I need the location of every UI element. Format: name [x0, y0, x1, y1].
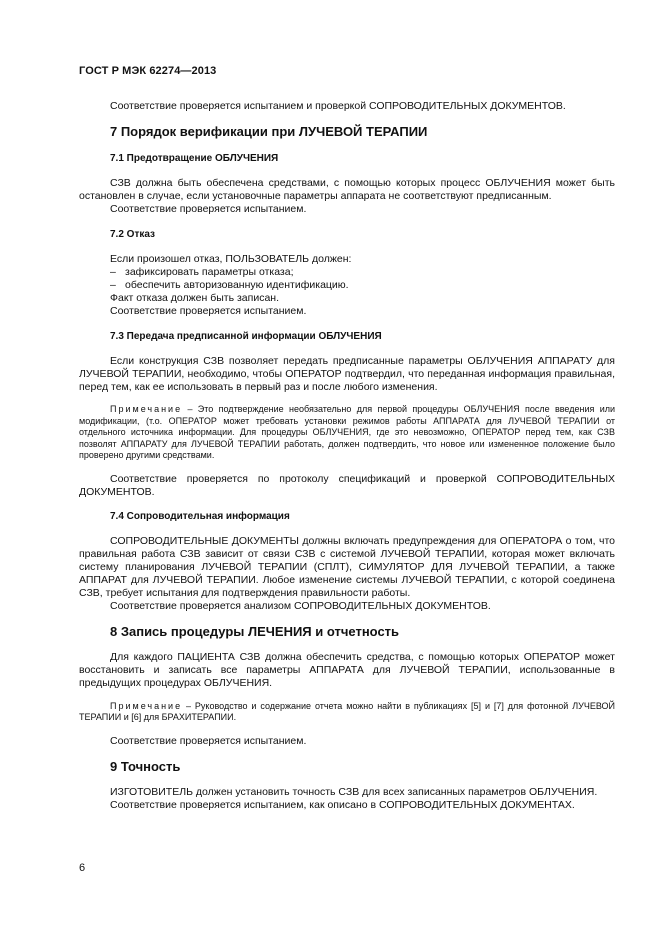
section-7-1-paragraph: СЗВ должна быть обеспечена средствами, с помощью которых процесс ОБЛУЧЕНИЯ может быть остановлен в случае, если установочные параметры аппарата не соответствуют предписанным.	[79, 177, 615, 202]
standard-header: ГОСТ Р МЭК 62274—2013	[79, 65, 217, 77]
note-text: – Это подтверждение необязательно для первой процедуры ОБЛУЧЕНИЯ после введения или модификации, (т.о. ОПЕРАТОР может требовать установки режимов работы АППАРАТА для ЛУЧЕВОЙ ТЕРАПИИ от отдельного источника информации. Для процедуры ОБЛУЧЕНИЯ, где это невозможно, ОПЕРАТОР перед тем, как СЗВ позволят АППАРАТУ для ЛУЧЕВОЙ ТЕРАПИИ работать, должен подтвердить, что новое или измененное положение было проверено другими средствами.	[79, 404, 615, 460]
list-item-text: зафиксировать параметры отказа;	[125, 266, 294, 278]
list-dash: –	[110, 266, 116, 278]
note-label: Примечание	[110, 700, 183, 711]
section-7-1-compliance: Соответствие проверяется испытанием.	[110, 203, 307, 215]
section-7-1-heading: 7.1 Предотвращение ОБЛУЧЕНИЯ	[110, 153, 279, 164]
list-item	[110, 279, 615, 292]
section-7-2-heading: 7.2 Отказ	[110, 229, 156, 240]
list-item	[110, 266, 615, 279]
section-7-4-paragraph: СОПРОВОДИТЕЛЬНЫЕ ДОКУМЕНТЫ должны включать предупреждения для ОПЕРАТОРА о том, что правильная работа СЗВ зависит от связи СЗВ с системой ЛУЧЕВОЙ ТЕРАПИИ, которая может включать систему планирования ЛУЧЕВОЙ ТЕРАПИИ (СПЛТ), СИМУЛЯТОР ДЛЯ ЛУЧЕВОЙ ТЕРАПИИ, а также АППАРАТ для ЛУЧЕВОЙ ТЕРАПИИ. Любое изменение системы ЛУЧЕВОЙ ТЕРАПИИ, с которой соединена СЗВ, требует испытания для подтверждения правильности работы.	[79, 534, 615, 599]
section-7-2-compliance: Соответствие проверяется испытанием.	[110, 305, 307, 317]
page-number: 6	[79, 862, 86, 874]
note-text: – Руководство и содержание отчета можно найти в публикациях [5] и [7] для фотонной ЛУЧЕВОЙ ТЕРАПИИ и [6] для БРАХИТЕРАПИИ.	[79, 700, 615, 722]
section-7-2-paragraph: Если произошел отказ, ПОЛЬЗОВАТЕЛЬ должен:	[110, 253, 352, 265]
page-content	[79, 98, 615, 812]
section-7-heading: 7 Порядок верификации при ЛУЧЕВОЙ ТЕРАПИИ	[110, 124, 428, 139]
section-7-2-record: Факт отказа должен быть записан.	[110, 292, 280, 304]
section-7-3-paragraph: Если конструкция СЗВ позволяет передать предписанные параметры ОБЛУЧЕНИЯ АППАРАТУ для ЛУЧЕВОЙ ТЕРАПИИ, необходимо, чтобы ОПЕРАТОР подтвердил, что переданная информация правильная, перед тем, как ее использовать в первый раз и после любого изменения.	[79, 355, 615, 393]
note-label: Примечание	[110, 404, 183, 414]
list-dash: –	[110, 279, 116, 291]
section-7-3-heading: 7.3 Передача предписанной информации ОБЛУЧЕНИЯ	[110, 331, 382, 342]
intro-paragraph: Соответствие проверяется испытанием и проверкой СОПРОВОДИТЕЛЬНЫХ ДОКУМЕНТОВ.	[110, 100, 566, 112]
section-8-compliance: Соответствие проверяется испытанием.	[110, 734, 307, 747]
section-9-paragraph: ИЗГОТОВИТЕЛЬ должен установить точность СЗВ для всех записанных параметров ОБЛУЧЕНИЯ.	[110, 785, 598, 798]
section-9-compliance: Соответствие проверяется испытанием, как описано в СОПРОВОДИТЕЛЬНЫХ ДОКУМЕНТАХ.	[110, 798, 575, 811]
section-8-paragraph: Для каждого ПАЦИЕНТА СЗВ должна обеспечить средства, с помощью которых ОПЕРАТОР может восстановить и записать все параметры АППАРАТА для ЛУЧЕВОЙ ТЕРАПИИ, использованные в предыдущих процедурах ОБЛУЧЕНИЯ.	[79, 650, 615, 689]
section-7-4-heading: 7.4 Сопроводительная информация	[110, 510, 290, 522]
list-item-text: обеспечить авторизованную идентификацию.	[125, 279, 349, 291]
section-9-heading: 9 Точность	[110, 758, 181, 774]
section-8-note	[79, 701, 615, 724]
section-7-3-compliance: Соответствие проверяется по протоколу спецификаций и проверкой СОПРОВОДИТЕЛЬНЫХ ДОКУМЕНТОВ.	[79, 472, 615, 498]
section-7-4-compliance: Соответствие проверяется анализом СОПРОВОДИТЕЛЬНЫХ ДОКУМЕНТОВ.	[110, 599, 491, 612]
section-8-heading: 8 Запись процедуры ЛЕЧЕНИЯ и отчетность	[110, 623, 400, 639]
section-7-3-note	[79, 404, 615, 462]
